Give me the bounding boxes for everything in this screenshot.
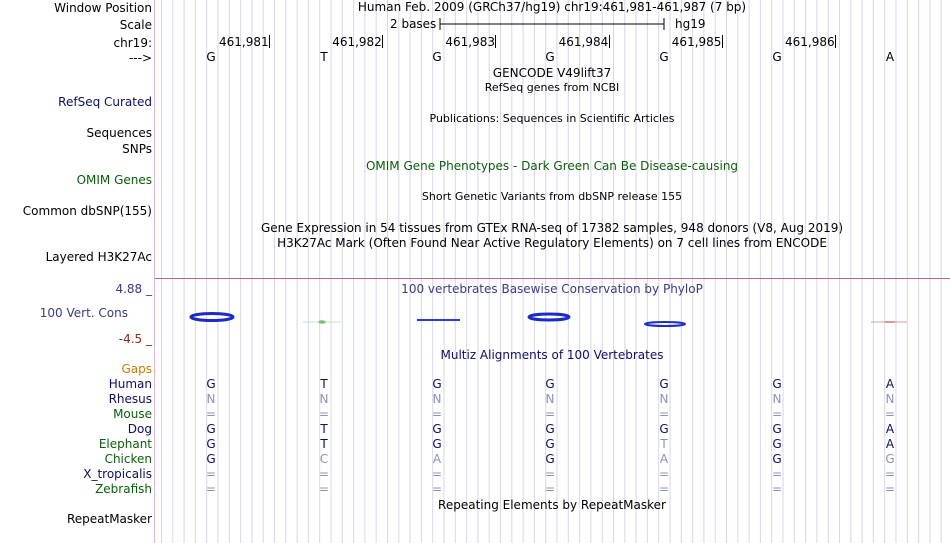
alignment-base: = [658,482,670,496]
alignment-base: A [659,452,669,466]
cons-glyph-5 [645,322,685,326]
alignment-base: = [431,482,443,496]
scale-assembly: hg19 [675,17,706,31]
multiz-title[interactable]: Multiz Alignments of 100 Vertebrates [440,348,664,362]
ruler-tick-mark [269,35,270,48]
species-label-dog[interactable]: Dog [127,422,152,436]
phylop-title[interactable]: 100 vertebrates Basewise Conservation by PhyloP [401,282,703,296]
alignment-base: = [544,482,556,496]
repeatmasker-title[interactable]: Repeating Elements by RepeatMasker [438,498,666,512]
ruler-tick-mark [609,35,610,48]
alignment-base: = [431,407,443,421]
ruler-tick-mark [382,35,383,48]
alignment-base: = [884,482,896,496]
ruler-tick-label: 461,985 [671,35,722,49]
alignment-base: = [884,407,896,421]
alignment-base: = [771,407,783,421]
alignment-base: = [658,467,670,481]
reference-base: G [206,50,216,64]
alignment-base: G [772,377,782,391]
snps-label[interactable]: SNPs [122,142,152,156]
species-label-chicken[interactable]: Chicken [104,452,152,466]
alignment-base: G [432,437,442,451]
alignment-base: G [545,452,555,466]
omim-title[interactable]: OMIM Gene Phenotypes - Dark Green Can Be Disease-causing [365,159,739,173]
alignment-base: C [319,452,329,466]
alignment-base: G [432,422,442,436]
species-label-mouse[interactable]: Mouse [113,407,152,421]
alignment-base: = [431,467,443,481]
alignment-base: = [318,467,330,481]
alignment-base: G [885,452,895,466]
cons-glyph-2 [303,321,341,324]
scale-value: 2 bases [390,17,437,31]
alignment-base: A [885,437,895,451]
ruler-tick-label: 461,984 [558,35,609,49]
layered-h3k27ac-label[interactable]: Layered H3K27Ac [45,250,152,264]
alignment-base: G [772,422,782,436]
reference-base: G [545,50,555,64]
alignment-base: T [660,437,668,451]
alignment-base: G [659,422,669,436]
publications-title[interactable]: Publications: Sequences in Scientific Articles [429,112,675,125]
common-dbsnp-label[interactable]: Common dbSNP(155) [22,204,152,218]
alignment-base: T [320,422,328,436]
alignment-base: T [320,437,328,451]
alignment-base: G [206,437,216,451]
alignment-base: N [206,392,216,406]
alignment-base: A [432,452,442,466]
refseq-curated-label[interactable]: RefSeq Curated [58,95,152,109]
reference-base: T [320,50,328,64]
ruler-tick-label: 461,983 [445,35,496,49]
alignment-base: = [658,407,670,421]
alignment-base: = [771,482,783,496]
reference-base: A [885,50,895,64]
ruler-tick-mark [722,35,723,48]
alignment-base: N [545,392,555,406]
conservation-plot[interactable] [155,300,950,340]
alignment-base: G [206,377,216,391]
ruler-tick-label: 461,981 [219,35,269,49]
ruler-tick-label: 461,982 [332,35,382,49]
gencode-title[interactable]: GENCODE V49lift37 [492,66,612,80]
ruler-tick-label: 461,986 [785,35,835,49]
reference-base: G [772,50,782,64]
alignment-base: G [772,452,782,466]
alignment-base: A [885,377,895,391]
gtex-title[interactable]: Gene Expression in 54 tissues from GTEx RNA-seq of 17382 samples, 948 donors (V8, Aug 2019) [260,221,844,235]
alignment-base: G [545,437,555,451]
alignment-base: G [206,452,216,466]
reference-base: G [432,50,442,64]
cons-glyph-1 [191,314,233,321]
repeatmasker-label[interactable]: RepeatMasker [66,512,152,526]
alignment-base: N [432,392,442,406]
reference-base: G [659,50,669,64]
alignment-base: T [320,377,328,391]
alignment-base: G [545,377,555,391]
alignment-base: N [659,392,669,406]
ruler-tick-mark [495,35,496,48]
alignment-base: G [772,437,782,451]
alignment-base: = [205,407,217,421]
cons-min-label: -4.5 _ [118,332,152,346]
dbsnp-title[interactable]: Short Genetic Variants from dbSNP release 155 [421,190,683,203]
ruler-tick-mark [835,35,836,48]
omim-genes-label[interactable]: OMIM Genes [76,173,152,187]
window-position-label: Window Position [54,1,152,15]
species-label-zebrafish[interactable]: Zebrafish [95,482,152,496]
alignment-base: = [318,407,330,421]
alignment-base: A [885,422,895,436]
species-label-human[interactable]: Human [108,377,152,391]
alignment-base: G [545,422,555,436]
species-label-elephant[interactable]: Elephant [98,437,152,451]
alignment-base: = [771,467,783,481]
chrom-label: chr19: [113,36,152,50]
track-separator [155,278,950,279]
scale-bar [438,17,668,31]
alignment-base: = [884,467,896,481]
refseq-title[interactable]: RefSeq genes from NCBI [484,81,620,94]
alignment-base: = [205,467,217,481]
alignment-base: N [319,392,329,406]
alignment-base: G [659,377,669,391]
alignment-base: = [544,467,556,481]
alignment-base: = [544,407,556,421]
alignment-base: G [206,422,216,436]
strand-label: ---> [128,51,152,65]
alignment-base: = [318,482,330,496]
alignment-base: G [432,377,442,391]
left-border [154,0,155,543]
alignment-base: = [205,482,217,496]
species-label-x_tropicalis[interactable]: X_tropicalis [83,467,152,481]
window-position-value: Human Feb. 2009 (GRCh37/hg19) chr19:461,981-461,987 (7 bp) [357,0,747,14]
gaps-label[interactable]: Gaps [121,362,152,376]
sequences-label[interactable]: Sequences [86,126,152,140]
vert-cons-label[interactable]: 100 Vert. Cons [39,306,128,320]
cons-max-label: 4.88 _ [115,282,152,296]
alignment-base: N [885,392,895,406]
species-label-rhesus[interactable]: Rhesus [108,392,152,406]
scale-label: Scale [119,18,152,32]
cons-glyph-4 [529,314,569,320]
h3k27ac-title[interactable]: H3K27Ac Mark (Often Found Near Active Regulatory Elements) on 7 cell lines from ENCODE [277,236,827,250]
alignment-base: N [772,392,782,406]
